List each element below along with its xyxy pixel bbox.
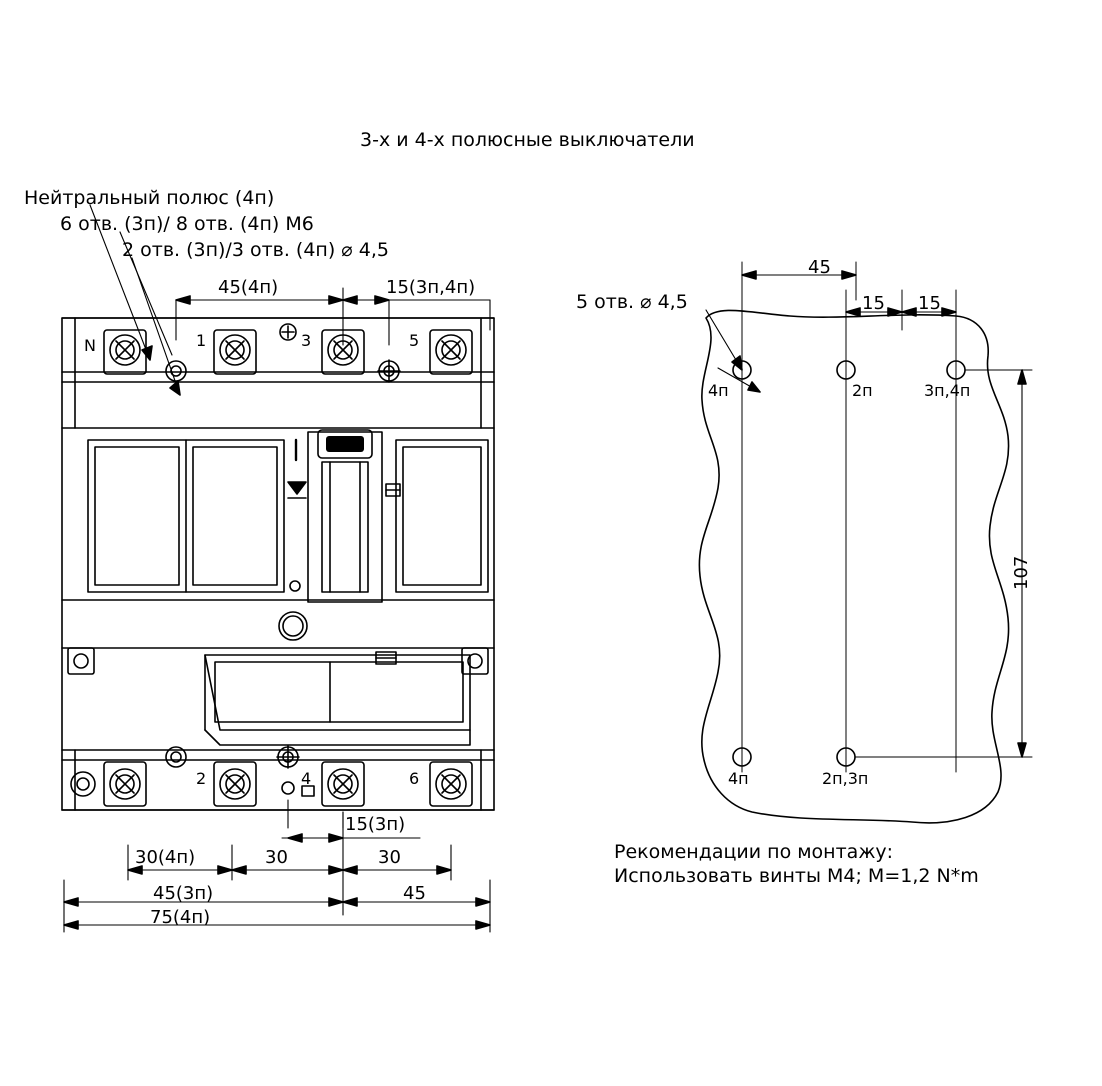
terminal-label-5: 5: [409, 331, 420, 350]
callout-holes-45: 2 отв. (3п)/3 отв. (4п) ⌀ 4,5: [122, 239, 390, 261]
mount-slot-right: [462, 648, 488, 674]
dim-30-4p: 30(4п): [135, 847, 196, 868]
mount-slot-left: [68, 648, 94, 674]
dim-right-45: 45: [808, 257, 831, 278]
hole-label-top-4p: 4п: [708, 381, 729, 400]
dim-right-107: 107: [1011, 555, 1032, 590]
recommendation-line-2: Использовать винты М4; М=1,2 N*m: [614, 865, 979, 887]
terminal-label-1: 1: [196, 331, 207, 350]
page-title: 3-х и 4-х полюсные выключатели: [360, 129, 695, 151]
callout-neutral-pole: Нейтральный полюс (4п): [24, 187, 275, 209]
breaker-outline: [62, 318, 494, 810]
label-window-right: [396, 440, 488, 592]
callout-5-holes: 5 отв. ⌀ 4,5: [576, 291, 688, 313]
dim-45-3p: 45(3п): [153, 883, 214, 904]
callout-holes-m6: 6 отв. (3п)/ 8 отв. (4п) М6: [60, 213, 314, 235]
terminal-label-n: N: [84, 336, 96, 355]
dim-right-15-a: 15: [862, 293, 885, 314]
accessory-window-inner: [215, 662, 463, 722]
terminal-label-6: 6: [409, 769, 420, 788]
hole-label-top-3p4p: 3п,4п: [924, 381, 971, 400]
dim-right-15-b: 15: [918, 293, 941, 314]
dim-top-15-3p4p: 15(3п,4п): [386, 277, 476, 298]
dim-30-a: 30: [265, 847, 288, 868]
handle-slot: [322, 462, 368, 592]
dim-15-3p: 15(3п): [345, 814, 406, 835]
dim-75-4p: 75(4п): [150, 907, 211, 928]
recommendation-line-1: Рекомендации по монтажу:: [614, 841, 894, 863]
hole-label-bottom-4p: 4п: [728, 769, 749, 788]
hole-label-bottom-2p3p: 2п,3п: [822, 769, 869, 788]
hole-label-top-2p: 2п: [852, 381, 873, 400]
terminal-label-2: 2: [196, 769, 207, 788]
terminal-label-3: 3: [301, 331, 312, 350]
terminal-label-4: 4: [301, 769, 312, 788]
indicator-dot: [290, 581, 300, 591]
dim-top-45-4p: 45(4п): [218, 277, 279, 298]
dim-30-b: 30: [378, 847, 401, 868]
accessory-window-outer: [205, 655, 470, 730]
dim-45: 45: [403, 883, 426, 904]
